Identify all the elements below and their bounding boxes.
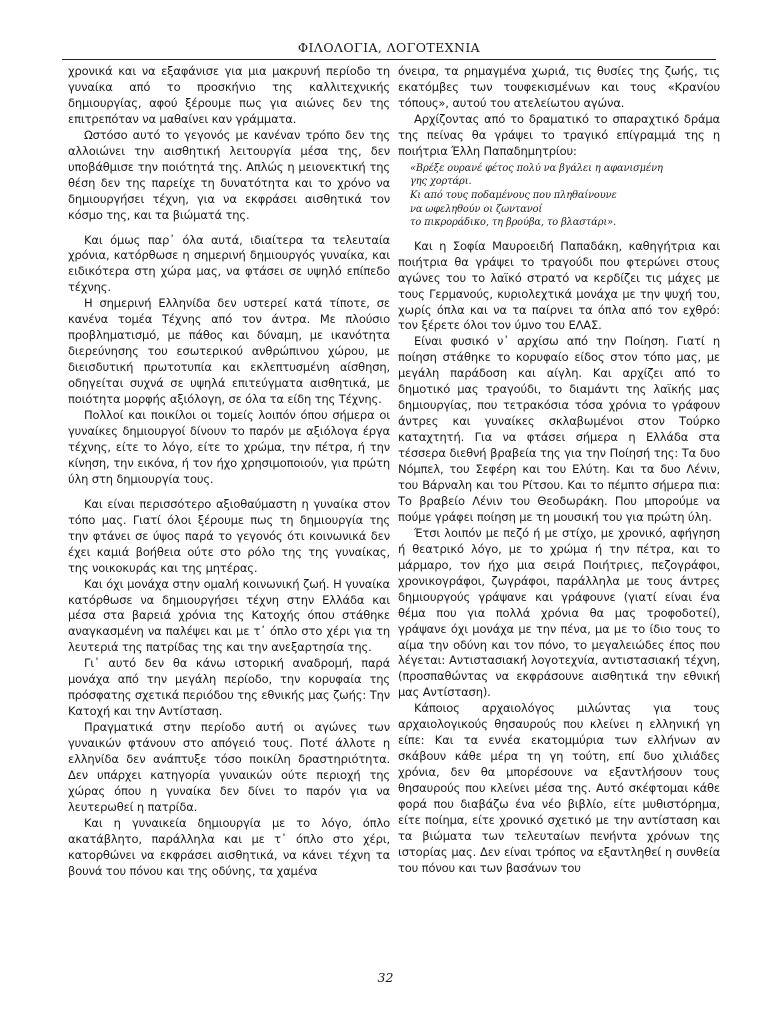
paragraph: Και είναι περισσότερο αξιοθαύμαστη η γυναίκα στον τόπο μας. Γιατί όλοι ξέρουμε πως τη δημιουργία της την φτάνει σε ύψος παρά το γεγονός ότι κοινωνικά δεν έχει καμιά βοήθεια ούτε στο ρόλο της της γυναίκας, της νοικοκυράς και της μητέρας. [68,496,390,575]
left-column [68,64,390,880]
paragraph: Και η Σοφία Μαυροειδή Παπαδάκη, καθηγήτρια και ποιήτρια θα γράψει το τραγούδι που φτερώνει στους αγώνες του το λαϊκό στρατό να κερδίζει τις μάχες με τους Γερμανούς, κυριολεχτικά μονάχα με την ψυχή του, χωρίς όπλα και να τα παίρνει τα όπλα από τον εχθρό: τον ξέρετε όλοι τον ύμνο του ΕΛΑΣ. [398,238,720,333]
right-column [398,64,720,877]
paragraph: Ωστόσο αυτό το γεγονός με κανέναν τρόπο δεν της αλλοιώνει την αισθητική λειτουργία μέσα της, δεν υποβάθμισε την ποιότητά της. Απλώς η μειονεκτική της θέση δεν της παρείχε τη δυνατότητα και το χρόνο να δημιουργήσει τέχνη, για να εκφράσει αισθητικά τον κόσμο της, και τα βιώματά της. [68,127,390,222]
paragraph: Είναι φυσικό ν᾽ αρχίσω από την Ποίηση. Γιατί η ποίηση στάθηκε το κορυφαίο είδος στον τόπο μας, με μεγάλη παράδοση και αίγλη. Και αρχίζει από το δημοτικό μας τραγούδι, το διαμάντι της λαϊκής μας δημιουργίας, που τετρακόσια τόσα χρόνια το γράφουν άντρες και γυναίκες σκλαβωμένοι στον Τούρκο καταχτητή. Για να φτάσει σήμερα η Ελλάδα στα τέσσερα διεθνή βραβεία της για την Ποίησή της: Τα δυο Νόμπελ, του Σεφέρη και του Ελύτη. Και τα δυο Λένιν, του Βάρναλη και του Ρίτσου. Και το πέμπτο σήμερα πια: Το βραβείο Λένιν του Θεοδωράκη. Που μπορούμε να πούμε γράφει ποίηση με τη μουσική του για πρώτη ύλη. [398,334,720,524]
paragraph: Και όμως παρ᾽ όλα αυτά, ιδιαίτερα τα τελευταία χρόνια, κατόρθωσε η σημερινή δημιουργός γυναίκα, και ειδικότερα στη χώρα μας, να φτάσει σε υψηλό επίπεδο τέχνης. [68,232,390,295]
paragraph: Και η γυναικεία δημιουργία με το λόγο, όπλο ακατάβλητο, παράλληλα και με τ᾽ όπλο στο χέρι, κατορθώνει να εκφράσει αισθητικά, να κάνει τέχνη τα βουνά του πόνου και της οδύνης, τα χαμένα [68,815,390,878]
paragraph: Γι᾽ αυτό δεν θα κάνω ιστορική αναδρομή, παρά μονάχα από την μεγάλη περίοδο, την κορυφαία της πρόσφατης σχετικά περιόδου της εθνικής μας ζωής: Την Κατοχή και την Αντίσταση. [68,656,390,719]
paragraph: Αρχίζοντας από το δραματικό το σπαραχτικό δράμα της πείνας θα γράψει το τραγικό επίγραμμά της η ποιήτρια Έλλη Παπαδημητρίου: [398,111,720,158]
paragraph: χρονικά και να εξαφάνισε για μια μακρυνή περίοδο τη γυναίκα από το προσκήνιο της καλλιτεχνικής δημιουργίας, αφού ξέρουμε πως για αιώνες δεν της επιτρεπόταν να μαθαίνει καν γράμματα. [68,64,390,126]
paragraph: Πολλοί και ποικίλοι οι τομείς λοιπόν όπου σήμερα οι γυναίκες δημιουργοί δίνουν το παρόν με αξιόλογα έργα τέχνης, είτε το λόγο, είτε το χρώμα, την πέτρα, ή την κίνηση, την εικόνα, ή τον ήχο χρησιμοποιούν, για πρώτη ύλη στη δημιουργία τους. [68,408,390,486]
paragraph: Πραγματικά στην περίοδο αυτή οι αγώνες των γυναικών φτάνουν στο απόγειό τους. Ποτέ άλλοτε η ελληνίδα δεν ανάπτυξε τόσο ποικίλη δραστηριότητα. Δεν υπάρχει κατηγορία γυναικών ούτε περιοχή της χώρας όπου η γυναίκα δεν δίνει το παρόν για να λευτερωθεί η πατρίδα. [68,720,390,814]
poem-line: το πικροράδικο, τη βρούβα, το βλαστάρι». [410,217,617,229]
poem-quote [398,162,720,230]
header-rule [62,59,716,60]
paragraph: Κάποιος αρχαιολόγος μιλώντας για τους αρχαιολογικούς θησαυρούς που κλείνει η ελληνική γη είπε: Και τα εννέα εκατομμύρια των ελλήνων αν σκάβουν κάθε μέρα τη γη τούτη, επί δυο χιλιάδες χρόνια, δεν θα μπορέσουνε να εξαντλήσουν τους θησαυρούς που κλείνει μέσα της. Αυτό σκέφτομαι κάθε φορά που διαβάζω ένα νέο βιβλίο, είτε μυθιστόρημα, είτε ποίημα, είτε χρονικό σχετικό με την αντίσταση και τα βιώματα των τελευταίων πενήντα χρόνων της ιστορίας μας. Δεν είναι τρόπος να εξαντληθεί η συνθεία του πόνου και των βασάνων του [398,701,720,875]
poem-line: να ωφεληθούν οι ζωντανοί [410,203,543,215]
running-header: ΦΙΛΟΛΟΓΙΑ, ΛΟΓΟΤΕΧΝΙΑ [297,40,481,55]
paragraph: Η σημερινή Ελληνίδα δεν υστερεί κατά τίποτε, σε κανένα τομέα Τέχνης από τον άντρα. Με πλούσιο προβληματισμό, με πάθος και δύναμη, με ικανότητα διερεύνησης του εσωτερικού ανθρώπινου χώρου, με διεισδυτική πρωτοτυπία και εκλεπτυσμένη αίσθηση, οδηγείται συχνά σε υψηλά επιτεύγματα αισθητικά, με ποιότητα μορφής αξιόλογη, σε όλα τα είδη της Τέχνης. [68,296,390,407]
poem-line: «Βρέξε ουρανέ φέτος πολύ να βγάλει η αφανισμένη [410,162,663,174]
paragraph: Έτσι λοιπόν με πεζό ή με στίχο, με χρονικό, αφήγηση ή θεατρικό λόγο, με το χρώμα ή την πέτρα, και το μάρμαρο, τον ήχο μια σειρά Ποιήτριες, πεζογράφοι, χρονικογράφοι, ζωγράφοι, παράλληλα με τους άντρες δημιουργούς γράψανε και γράφουνε (γιατί είναι ένα θέμα που για πολλά χρόνια θα μας τροφοδοτεί), γράψανε όχι μονάχα με την πένα, μα με το ίδιο τους το αίμα την οδύνη και τον πόνο, το μεγαλειώδες έπος που λέγεται: Αντιστασιακή λογοτεχνία, αντιστασιακή τέχνη, (προσπαθώντας να εκφράσουνε αισθητικά την εθνική μας Αντίσταση). [398,525,720,700]
poem-line: Κι από τους ποδαμένους που πληθαίνουνε [410,189,617,201]
page-number: 32 [377,970,394,985]
paragraph: Και όχι μονάχα στην ομαλή κοινωνική ζωή. Η γυναίκα κατόρθωσε να δημιουργήσει τέχνη στην Ελλάδα και μέσα στα βαρειά χρόνια της Κατοχής όπου στάθηκε αναγκασμένη να παλέψει και με τ᾽ όπλο στο χέρι για τη λευτεριά της πατρίδας της και την ανεξαρτησία της. [68,576,390,655]
poem-line: γης χορτάρι. [410,176,472,188]
paragraph: όνειρα, τα ρημαγμένα χωριά, τις θυσίες της ζωής, τις εκατόμβες των τουφεκισμένων και τους «Κρανίου τόπους», αυτού του ατελείωτου αγώνα. [398,64,720,110]
